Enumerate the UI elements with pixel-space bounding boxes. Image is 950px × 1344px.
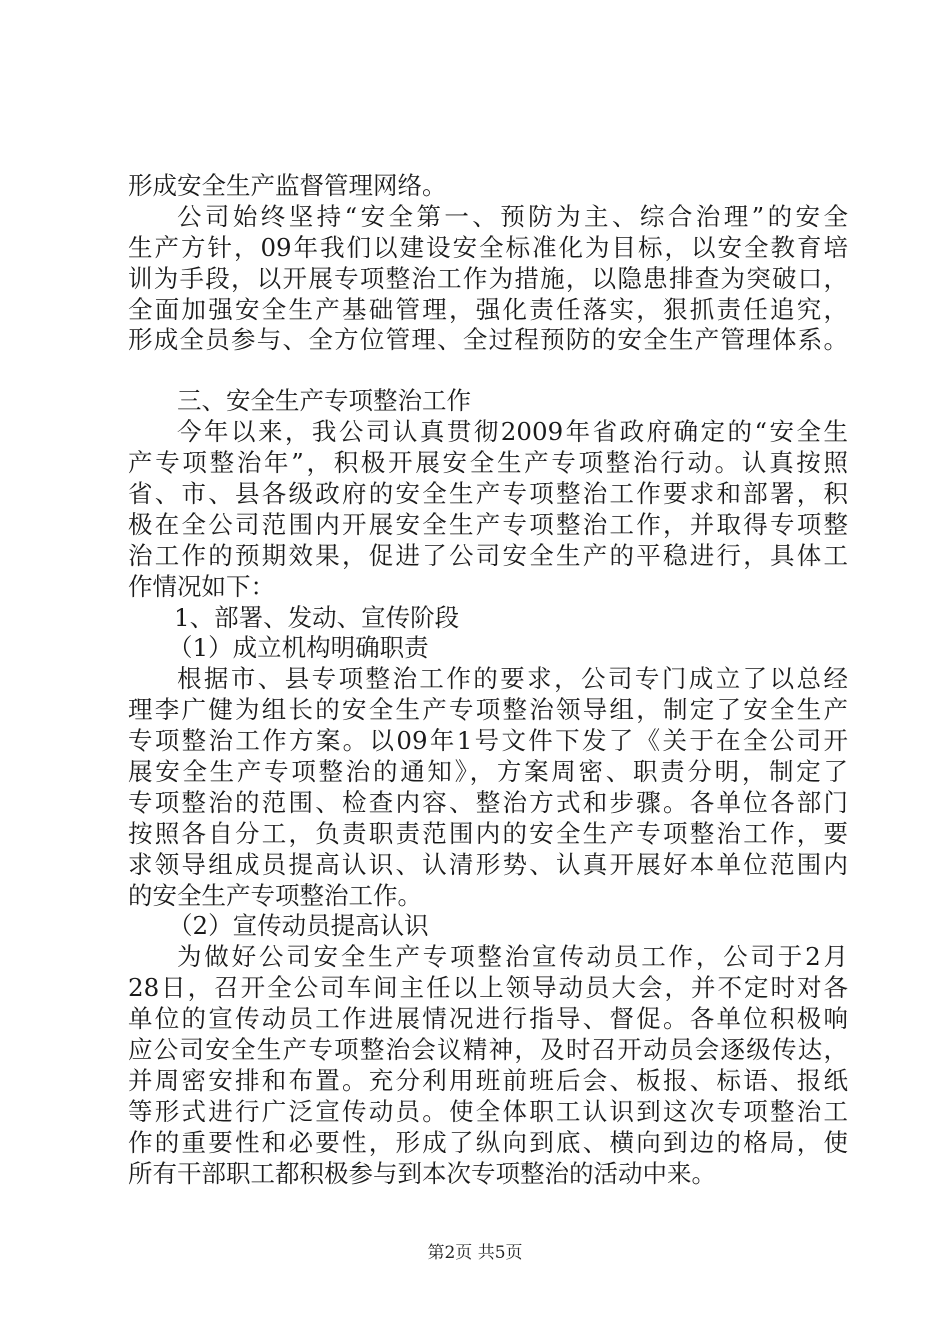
text-line: 作情况如下： [128,571,275,601]
text-line: 今年以来，我公司认真贯彻2009年省政府确定的“安全生 [177,417,848,447]
subsection-heading: （2）宣传动员提高认识 [168,911,429,941]
document-body [128,171,848,1190]
text-line: 省、市、县各级政府的安全生产专项整治工作要求和部署，积 [128,479,848,509]
subsection-heading: （1）成立机构明确职责 [168,633,429,663]
page-footer: 第2页 共5页 [427,1243,523,1263]
text-line: 等形式进行广泛宣传动员。使全体职工认识到这次专项整治工 [128,1096,848,1126]
text-line: 并周密安排和布置。充分利用班前班后会、板报、标语、报纸 [128,1065,848,1095]
text-line: 作的重要性和必要性，形成了纵向到底、横向到边的格局，使 [128,1127,848,1157]
text-line: 展安全生产专项整治的通知》，方案周密、职责分明，制定了 [128,757,848,787]
text-line: 全面加强安全生产基础管理，强化责任落实，狠抓责任追究， [128,294,848,324]
paragraph-gap [128,356,848,386]
text-line: 形成安全生产监督管理网络。 [128,171,447,200]
text-line: 28日，召开全公司车间主任以上领导动员大会，并不定时对各 [128,973,848,1003]
text-line: 按照各自分工，负责职责范围内的安全生产专项整治工作，要 [128,818,848,848]
text-line: 公司始终坚持“安全第一、预防为主、综合治理”的安全 [177,201,848,231]
text-line: 产专项整治年”，积极开展安全生产专项整治行动。认真按照 [128,448,848,478]
text-line: 专项整治工作方案。以09年1号文件下发了《关于在全公司开 [128,726,848,756]
text-line: 理李广健为组长的安全生产专项整治领导组，制定了安全生产 [128,695,848,725]
text-line: 为做好公司安全生产专项整治宣传动员工作，公司于2月 [177,942,848,972]
section-heading: 三、安全生产专项整治工作 [177,386,471,416]
subsection-heading: 1、部署、发动、宣传阶段 [174,602,460,632]
text-line: 形成全员参与、全方位管理、全过程预防的安全生产管理体系。 [128,325,848,355]
text-line: 的安全生产专项整治工作。 [128,880,422,910]
text-line: 所有干部职工都积极参与到本次专项整治的活动中来。 [128,1158,716,1188]
text-line: 求领导组成员提高认识、认清形势、认真开展好本单位范围内 [128,849,848,879]
text-line: 极在全公司范围内开展安全生产专项整治工作，并取得专项整 [128,509,848,539]
text-line: 根据市、县专项整治工作的要求，公司专门成立了以总经 [177,664,848,694]
text-line: 治工作的预期效果，促进了公司安全生产的平稳进行，具体工 [128,540,848,570]
text-line: 单位的宣传动员工作进展情况进行指导、督促。各单位积极响 [128,1004,848,1034]
text-line: 训为手段，以开展专项整治工作为措施，以隐患排查为突破口， [128,263,848,293]
text-line: 专项整治的范围、检查内容、整治方式和步骤。各单位各部门 [128,787,848,817]
text-line: 生产方针，09年我们以建设安全标准化为目标，以安全教育培 [128,232,848,262]
text-line: 应公司安全生产专项整治会议精神，及时召开动员会逐级传达， [128,1035,848,1065]
